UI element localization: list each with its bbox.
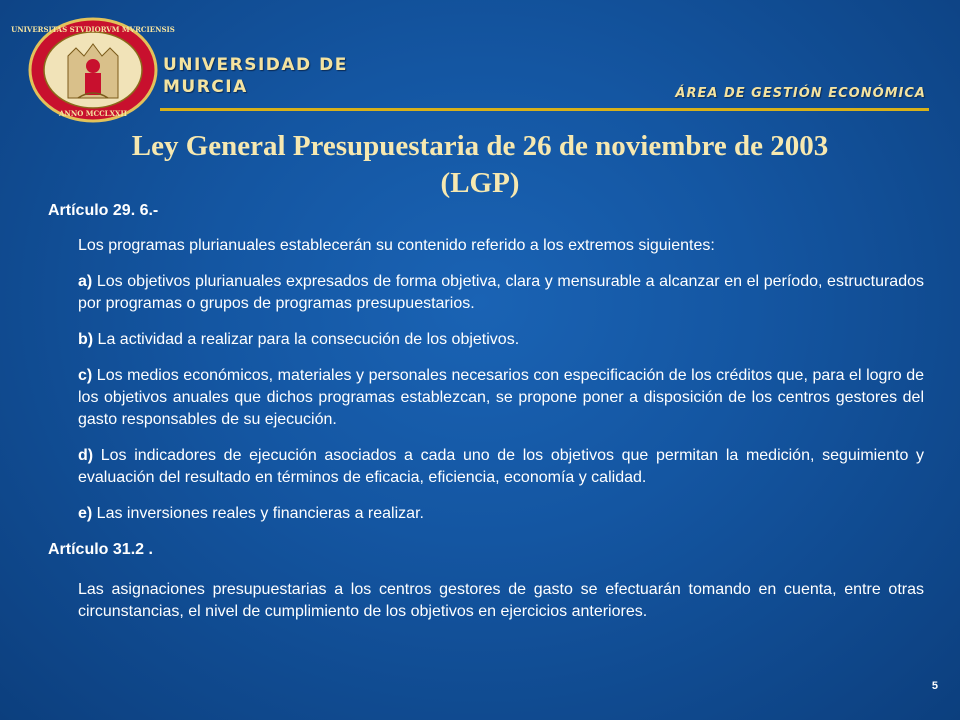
article-29-item-b	[78, 329, 924, 351]
article-29-item-a	[78, 271, 924, 315]
seal-text-bottom: ANNO MCCLXXII	[59, 109, 127, 118]
university-name	[163, 54, 348, 98]
article-31-text: Las asignaciones presupuestarias a los centros gestores de gasto se efectuarán tomando en cuenta, entre otras circunstancias, el nivel de cumplimiento de los objetivos en ejercicios anteriores.	[78, 581, 924, 620]
seal-text-top: UNIVERSITAS STVDIORVM MVRCIENSIS	[11, 25, 175, 34]
slide-title	[60, 128, 900, 202]
item-c-text: Los medios económicos, materiales y personales necesarios con especificación de los créditos que, para el logro de los objetivos anuales que dichos programas establezcan, se propone poner a disposición de los centros gestores del gasto responsables de su ejecución.	[78, 367, 924, 428]
slide-content	[48, 200, 924, 623]
item-c-label: c)	[78, 367, 93, 384]
item-e-label: e)	[78, 505, 93, 522]
item-d-label: d)	[78, 447, 94, 464]
item-b-text: La actividad a realizar para la consecución de los objetivos.	[93, 331, 520, 348]
article-29-heading: Artículo 29. 6.-	[48, 202, 159, 219]
university-name-line2: MURCIA	[163, 77, 248, 97]
article-29-item-c	[78, 365, 924, 431]
item-a-label: a)	[78, 273, 93, 290]
article-31-heading: Artículo 31.2 .	[48, 541, 153, 558]
page-number: 5	[931, 680, 938, 692]
item-d-text: Los indicadores de ejecución asociados a cada uno de los objetivos que permitan la medición, seguimiento y evaluación del resultado en términos de eficacia, eficiencia, economía y calidad.	[78, 447, 924, 486]
item-b-label: b)	[78, 331, 94, 348]
article-29-item-d	[78, 445, 924, 489]
university-seal-logo	[11, 18, 175, 122]
area-name: ÁREA DE GESTIÓN ECONÓMICA	[675, 86, 926, 101]
article-29-item-e	[78, 503, 924, 525]
slide-title-line2: (LGP)	[440, 167, 520, 199]
header-divider	[160, 108, 929, 111]
slide-title-line1: Ley General Presupuestaria de 26 de noviembre de 2003	[131, 130, 829, 162]
item-e-text: Las inversiones reales y financieras a realizar.	[92, 505, 424, 522]
article-29-intro: Los programas plurianuales establecerán su contenido referido a los extremos siguientes:	[78, 237, 715, 254]
university-name-line1: UNIVERSIDAD DE	[163, 55, 348, 75]
item-a-text: Los objetivos plurianuales expresados de forma objetiva, clara y mensurable a alcanzar en el período, estructurados por programas o grupos de programas presupuestarios.	[78, 273, 924, 312]
